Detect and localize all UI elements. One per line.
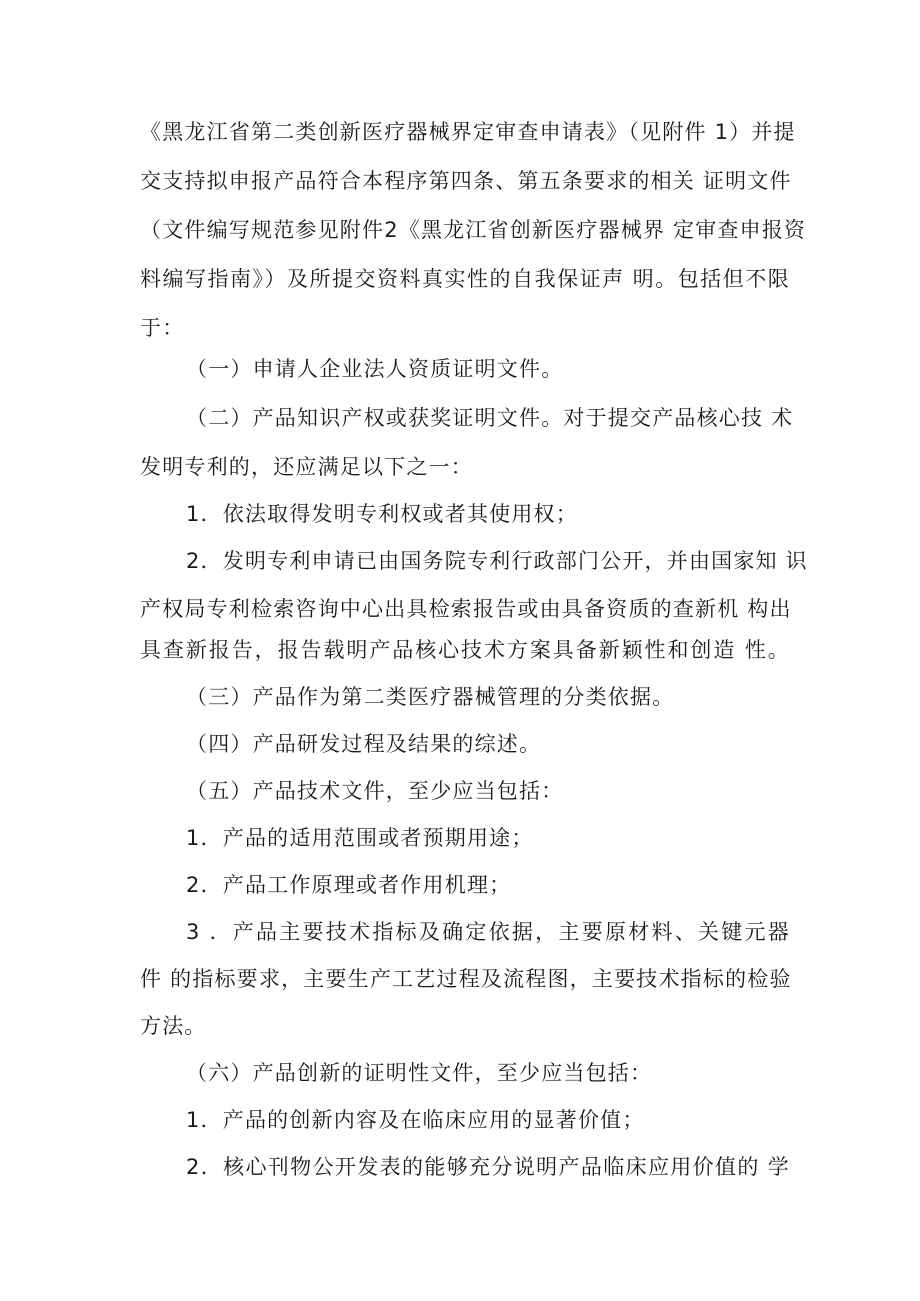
list-item: 1．依法取得发明专利权或者其使用权； xyxy=(186,502,578,526)
list-heading: （三）产品作为第二类医疗器械管理的分类依据。 xyxy=(186,685,675,709)
list-heading: （一）申请人企业法人资质证明文件。 xyxy=(186,357,564,381)
paragraph-line: 具查新报告，报告载明产品核心技术方案具备新颖性和创造 性。 xyxy=(140,638,790,662)
list-item: 2．产品工作原理或者作用机理； xyxy=(186,873,512,897)
list-item: 1．产品的适用范围或者预期用途； xyxy=(186,826,534,850)
paragraph-line: 于： xyxy=(140,316,185,340)
list-item: 2．核心刊物公开发表的能够充分说明产品临床应用价值的 学 xyxy=(186,1155,790,1179)
list-heading: （二）产品知识产权或获奖证明文件。对于提交产品核心技 术 xyxy=(186,406,794,430)
list-item: 3 ．产品主要技术指标及确定依据，主要原材料、关键元器 xyxy=(186,920,790,944)
list-heading: （四）产品研发过程及结果的综述。 xyxy=(186,732,542,756)
paragraph-line: 料编写指南》）及所提交资料真实性的自我保证声 明。包括但不限 xyxy=(140,267,790,291)
paragraph-line: 交支持拟申报产品符合本程序第四条、第五条要求的相关 证明文件 xyxy=(140,169,792,193)
paragraph-line: （文件编写规范参见附件2《黑龙江省创新医疗器械界 定审查申报资 xyxy=(140,218,807,242)
paragraph-line: 件 的指标要求，主要生产工艺过程及流程图，主要技术指标的检验 xyxy=(140,967,792,991)
paragraph-line: 发明专利的，还应满足以下之一： xyxy=(140,455,473,479)
paragraph-line: 《黑龙江省第二类创新医疗器械界定审查申请表》（见附件 1）并提 xyxy=(140,120,796,144)
list-item: 2．发明专利申请已由国务院专利行政部门公开，并由国家知 识 xyxy=(186,549,808,573)
paragraph-line: 方法。 xyxy=(140,1014,207,1038)
list-item: 1．产品的创新内容及在临床应用的显著价值； xyxy=(186,1108,645,1132)
paragraph-line: 产权局专利检索咨询中心出具检索报告或由具备资质的查新机 构出 xyxy=(140,597,792,621)
list-heading: （六）产品创新的证明性文件，至少应当包括： xyxy=(186,1061,653,1085)
list-heading: （五）产品技术文件，至少应当包括： xyxy=(186,779,564,803)
